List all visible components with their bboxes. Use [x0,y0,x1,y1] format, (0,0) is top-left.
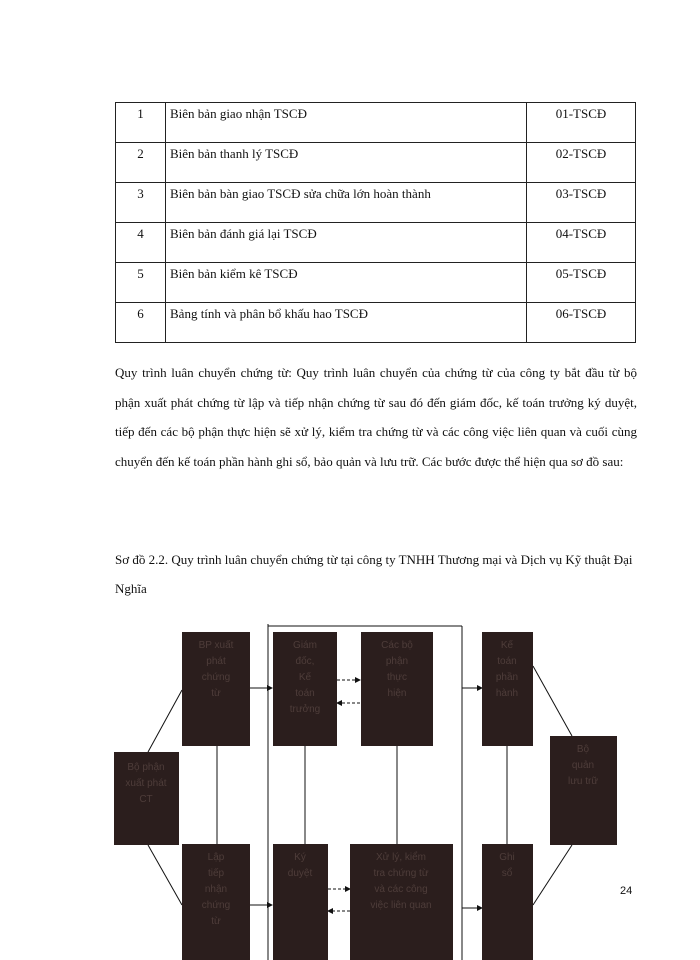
form-code: 03-TSCĐ [527,183,636,223]
box-exec-dept [361,632,433,746]
diagram-caption: Sơ đồ 2.2. Quy trình luân chuyển chứng từ tại công ty TNHH Thương mại và Dịch vụ Kỹ thuật Đại Nghĩa [115,552,633,596]
document-name: Biên bản đánh giá lại TSCĐ [166,223,527,263]
box-create [182,844,250,960]
document-name: Biên bản thanh lý TSCĐ [166,143,527,183]
box-archive [550,736,617,845]
box-sign-text: Ký duyệt [287,852,313,879]
connector-source-issue [148,690,182,752]
box-source-text: Bộ phận xuất phát CT [125,762,167,805]
form-code: 04-TSCĐ [527,223,636,263]
box-accountant [482,632,533,746]
connector-record-archive [533,845,572,905]
row-number: 6 [116,303,166,343]
document-name: Biên bản giao nhận TSCĐ [166,103,527,143]
box-director [273,632,337,746]
row-number: 1 [116,103,166,143]
row-number: 2 [116,143,166,183]
row-number: 5 [116,263,166,303]
row-number: 4 [116,223,166,263]
form-code: 01-TSCĐ [527,103,636,143]
form-code: 02-TSCĐ [527,143,636,183]
form-code: 05-TSCĐ [527,263,636,303]
document-name: Bảng tính và phân bổ khấu hao TSCĐ [166,303,527,343]
box-process [350,844,453,960]
row-number: 3 [116,183,166,223]
connector-accountant-archive [533,666,572,736]
box-accountant-text: Kế toán phần hành [495,640,519,699]
box-archive-text: Bộ quản lưu trữ [567,744,599,787]
box-issue [182,632,250,746]
document-name: Biên bản bàn giao TSCĐ sửa chữa lớn hoàn thành [166,183,527,223]
page-number: 24 [620,885,633,897]
connector-source-create [148,845,182,905]
box-sign [273,844,328,960]
box-director-text: Giám đốc, Kế toán trưởng [289,640,321,715]
box-process-text: Xử lý, kiểm tra chứng từ và các công việc liên quan [370,852,432,911]
box-record [482,844,533,960]
box-source [114,752,179,845]
box-record-text: Ghi sổ [499,852,515,879]
box-issue-text: BP xuất phát chứng từ [198,640,234,699]
document-name: Biên bản kiểm kê TSCĐ [166,263,527,303]
form-code: 06-TSCĐ [527,303,636,343]
box-create-text: Lập tiếp nhận chứng từ [201,852,231,927]
process-paragraph: Quy trình luân chuyển chứng từ: Quy trình luân chuyển của chứng từ của công ty bắt đầu từ bộ phận xuất phát chứng từ lập và tiếp nhận chứng từ sau đó đến giám đốc, kế toán trưởng ký duyệt, tiếp đến các bộ phận thực hiện sẽ xử lý, kiểm tra chứng từ và các công việc liên quan và cuối cùng chuyển đến kế toán phần hành ghi sổ, bảo quản và lưu trữ. Các bước được thể hiện qua sơ đồ sau: [115,365,637,469]
box-exec-dept-text: Các bộ phận thực hiện [381,640,413,699]
